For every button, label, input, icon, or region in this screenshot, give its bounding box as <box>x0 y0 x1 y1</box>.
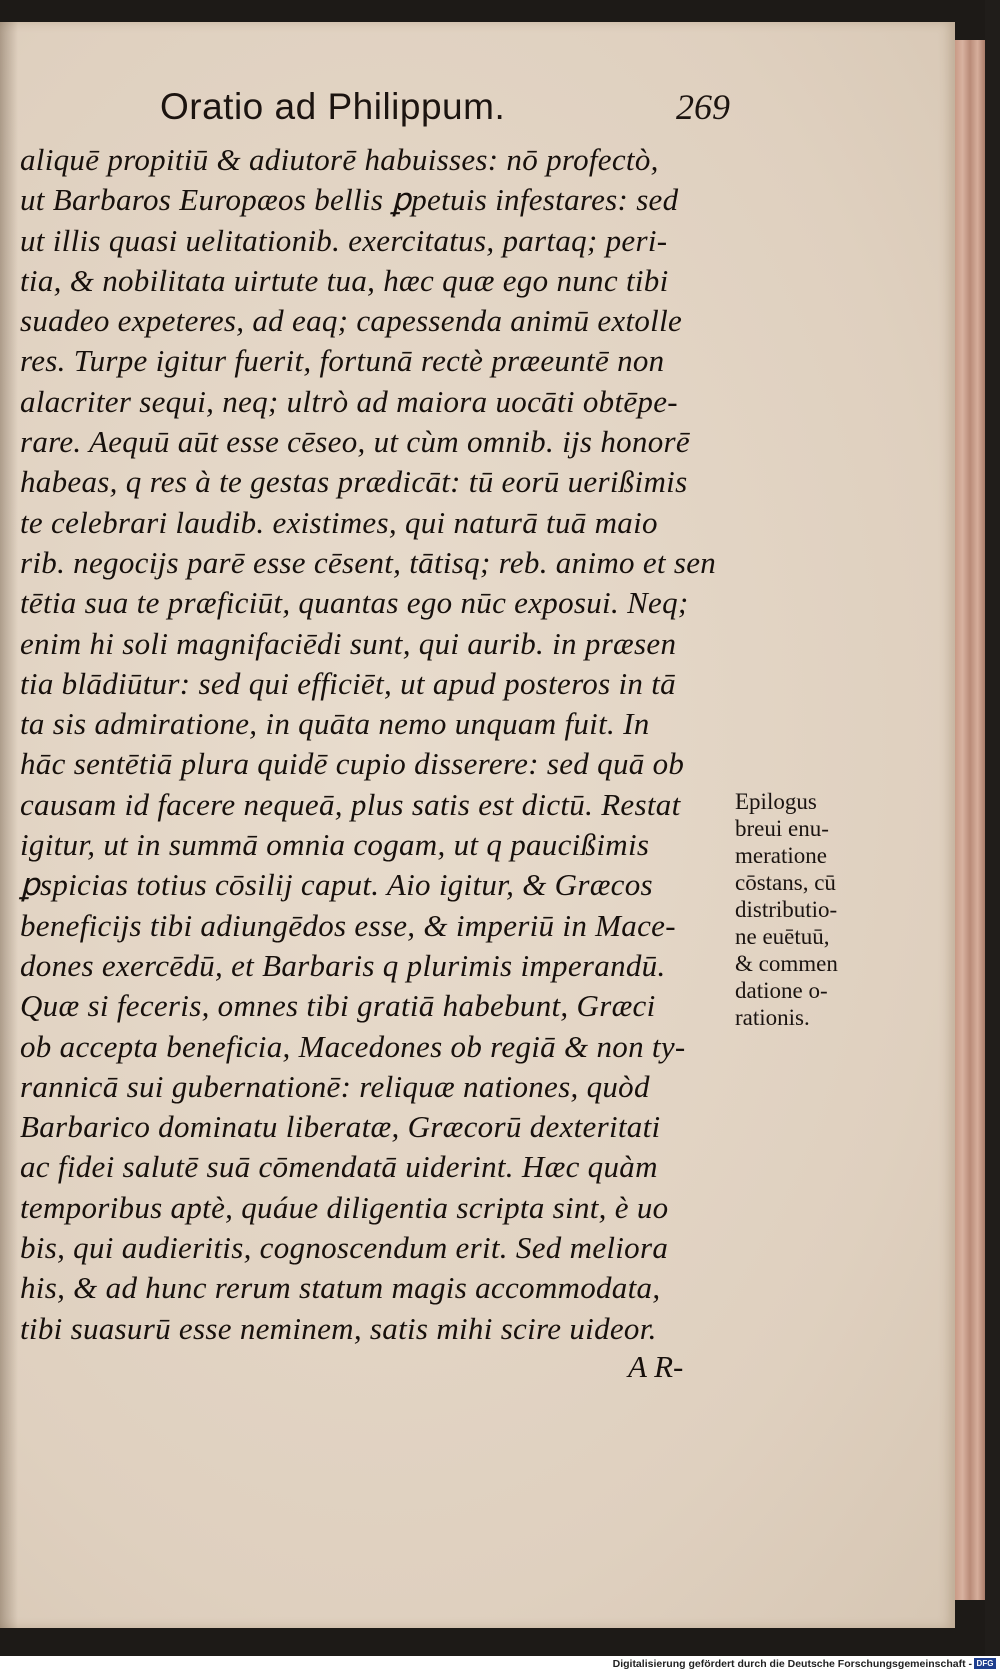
text-line: dones exercēdū, et Barbaris q plurimis imperandū. <box>20 947 666 983</box>
text-line: alacriter sequi, neq; ultrò ad maiora uocāti obtēpe- <box>20 383 678 419</box>
funding-credit: Digitalisierung gefördert durch die Deutsche Forschungsgemeinschaft - <box>612 1658 972 1670</box>
text-line: suadeo expeteres, ad eaq; capessenda animū extolle <box>20 303 683 339</box>
marginal-line: datione o- <box>735 978 828 1003</box>
text-line: ut Barbaros Europæos bellis ꝑpetuis infestares: sed <box>20 182 679 218</box>
text-line: temporibus aptè, quáue diligentia scripta sint, è uo <box>20 1189 669 1225</box>
text-line: enim hi soli magnifaciēdi sunt, qui aurib. in præsen <box>20 625 677 661</box>
marginal-note <box>735 788 895 1031</box>
page-fore-edge <box>955 40 985 1600</box>
dfg-logo: DFG <box>974 1658 996 1669</box>
catchword: A R- <box>628 1349 684 1384</box>
text-line: Barbarico dominatu liberatæ, Græcorū dexteritati <box>20 1109 661 1145</box>
text-line: rib. negocijs parē esse cēsent, tātisq; reb. animo et sen <box>20 544 717 580</box>
marginal-line: distributio- <box>735 897 838 922</box>
marginal-line: breui enu- <box>735 816 829 841</box>
marginal-line: meratione <box>735 843 827 868</box>
page-number: 269 <box>676 87 730 127</box>
text-line: tia blādiūtur: sed qui efficiēt, ut apud posteros in tā <box>20 665 676 701</box>
text-line: tibi suasurū esse neminem, satis mihi scire uideor. <box>20 1310 657 1346</box>
text-line: te celebrari laudib. existimes, qui naturā tuā maio <box>20 504 658 540</box>
marginal-line: ne euētuū, <box>735 924 830 949</box>
text-line: aliquē propitiū & adiutorē habuisses: nō profectò, <box>20 142 659 177</box>
text-line: res. Turpe igitur fuerit, fortunā rectè præeuntē non <box>20 343 665 379</box>
text-line: igitur, ut in summā omnia cogam, ut q paucißimis <box>20 827 650 863</box>
scan-border-right <box>985 0 1000 1656</box>
running-title: Oratio ad Philippum. <box>160 86 506 127</box>
text-line: tia, & nobilitata uirtute tua, hæc quæ ego nunc tibi <box>20 262 669 298</box>
marginal-line: & commen <box>735 951 838 976</box>
text-line: rannicā sui gubernationē: reliquæ nationes, quòd <box>20 1068 650 1104</box>
text-line: tētia sua te præficiūt, quantas ego nūc exposui. Neq; <box>20 585 689 621</box>
marginal-line: rationis. <box>735 1005 810 1030</box>
text-line: causam id facere nequeā, plus satis est dictū. Restat <box>20 786 681 822</box>
marginal-line: cōstans, cū <box>735 870 836 895</box>
text-line: rare. Aequū aūt esse cēseo, ut cùm omnib. ijs honorē <box>20 424 690 460</box>
main-text-block <box>20 140 740 1349</box>
text-line: ob accepta beneficia, Macedones ob regiā & non ty- <box>20 1028 686 1064</box>
text-line: ac fidei salutē suā cōmendatā uiderint. Hæc quàm <box>20 1149 658 1185</box>
text-line: bis, qui audieritis, cognoscendum erit. Sed meliora <box>20 1230 669 1266</box>
text-line: ꝑspicias totius cōsilij caput. Aio igitur, & Græcos <box>20 867 653 903</box>
text-line: his, & ad hunc rerum statum magis accommodata, <box>20 1270 661 1306</box>
text-line: beneficijs tibi adiungēdos esse, & imperiū in Mace- <box>20 907 676 943</box>
text-line: Quæ si feceris, omnes tibi gratiā habebunt, Græci <box>20 988 656 1024</box>
text-line: ta sis admiratione, in quāta nemo unquam fuit. In <box>20 706 650 742</box>
text-line: ut illis quasi uelitationib. exercitatus, partaq; peri- <box>20 222 668 258</box>
text-line: habeas, q res à te gestas prædicāt: tū eorū uerißimis <box>20 464 688 500</box>
page-header <box>160 86 730 136</box>
marginal-line: Epilogus <box>735 789 817 814</box>
spine-shadow <box>0 22 18 1628</box>
text-line: hāc sentētiā plura quidē cupio disserere: sed quā ob <box>20 746 685 782</box>
